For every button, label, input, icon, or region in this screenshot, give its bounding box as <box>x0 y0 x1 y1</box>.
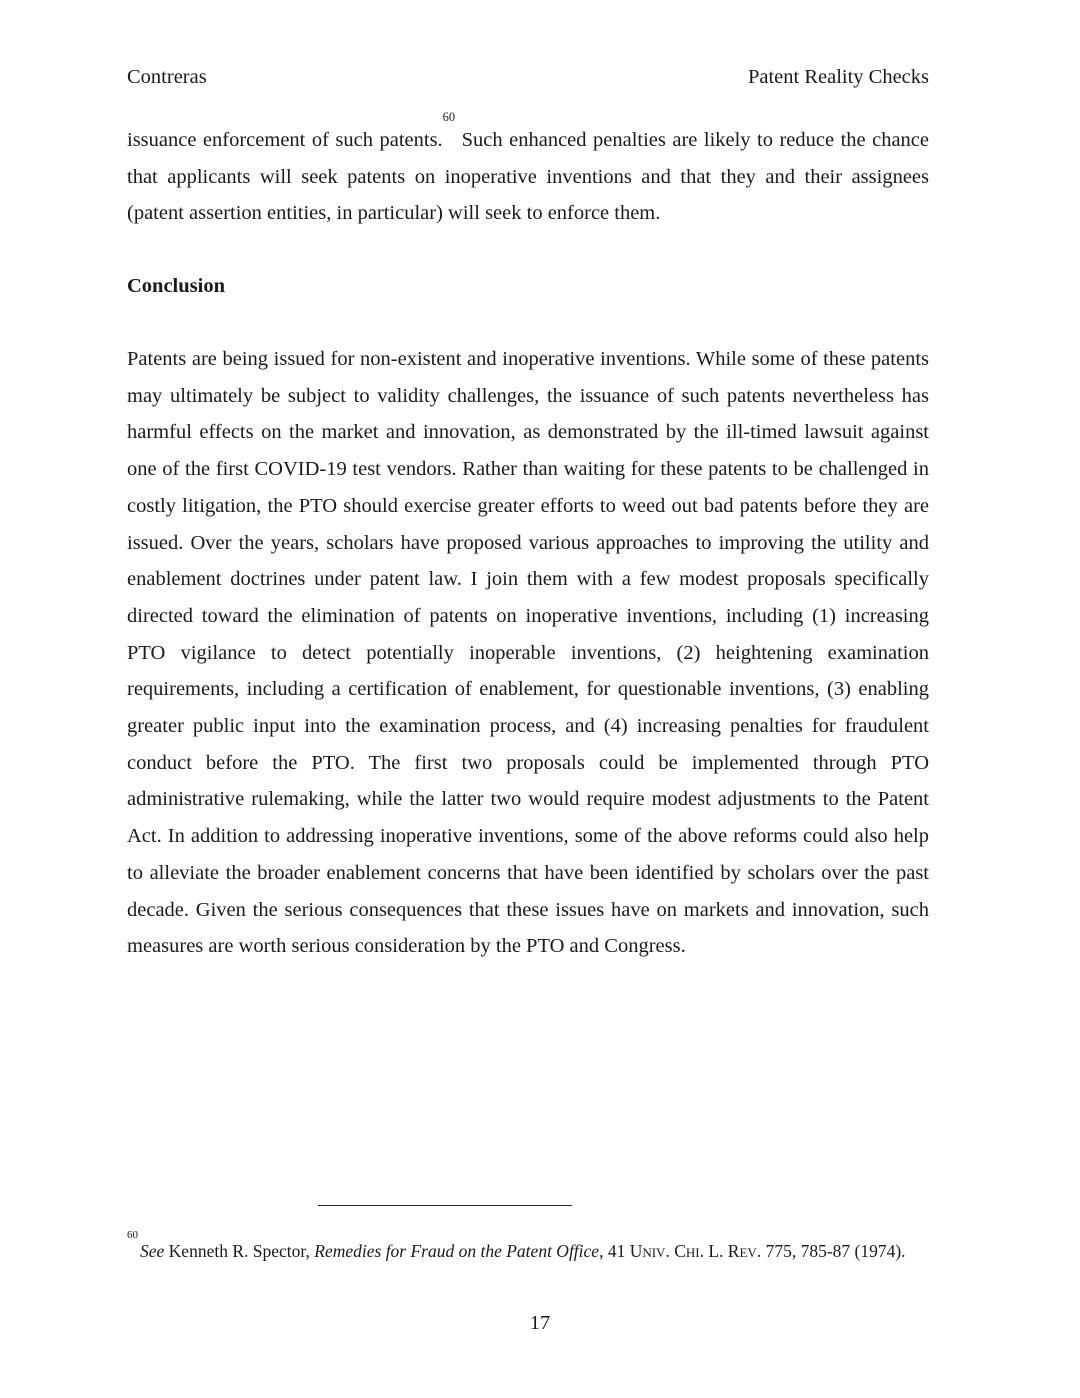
footnote-cite-rest: . 775, 785-87 (1974). <box>756 1241 906 1261</box>
footnote-number: 60 <box>127 1229 138 1241</box>
journal-u: U <box>629 1241 643 1261</box>
footnote-signal: See <box>140 1241 165 1261</box>
footnote-volume: , 41 <box>599 1241 630 1261</box>
paragraph-text-before-ref: issuance enforcement of such patents. <box>127 129 443 151</box>
running-header <box>127 64 929 90</box>
header-short-title: Patent Reality Checks <box>747 66 929 88</box>
journal-niv: NIV <box>642 1245 666 1260</box>
conclusion-paragraph: Patents are being issued for non-existent and inoperative inventions. While some of these patents may ultimately be subject to validity challenges, the issuance of such patents nevertheless has harmful effects on the market and innovation, as demonstrated by the ill-timed lawsuit against one of the first COVID-19 test vendors. Rather than waiting for these patents to be challenged in costly litigation, the PTO should exercise greater efforts to weed out bad patents before they are issued. Over the years, scholars have proposed various approaches to improving the utility and enablement doctrines under patent law. I join them with a few modest proposals specifically directed toward the elimination of patents on inoperative inventions, including (1) increasing PTO vigilance to detect potentially inoperable inventions, (2) heightening examination requirements, including a certification of enablement, for questionable inventions, (3) enabling greater public input into the examination process, and (4) increasing penalties for fraudulent conduct before the PTO. The first two proposals could be implemented through PTO administrative rulemaking, while the latter two would require modest adjustments to the Patent Act. In addition to addressing inoperative inventions, some of the above reforms could also help to alleviate the broader enablement concerns that have been identified by scholars over the past decade. Given the serious consequences that these issues have on markets and innovation, such measures are worth serious consideration by the PTO and Congress. <box>127 348 929 958</box>
paragraph-text-after-ref: Such enhanced penalties are likely to reduce the chance that applicants will seek patents on inoperative inventions and that they and their assignees (patent assertion entities, in particular) will seek to enforce them. <box>127 129 929 225</box>
footnote <box>127 1229 947 1266</box>
footnote-article-title: Remedies for Fraud on the Patent Office <box>314 1241 600 1261</box>
journal-hi: HI <box>685 1245 700 1260</box>
footnote-separator <box>318 1205 572 1206</box>
body-paragraph-continued <box>127 110 929 232</box>
journal-ev: EV <box>739 1245 757 1260</box>
journal-dot-1: . <box>665 1241 675 1261</box>
section-heading: Conclusion <box>127 275 225 297</box>
footnote-author: Kenneth R. Spector, <box>164 1241 315 1261</box>
page-number: 17 <box>529 1312 551 1334</box>
footnote-reference[interactable]: 60 <box>442 110 456 124</box>
header-author: Contreras <box>127 66 207 88</box>
journal-r: R <box>727 1241 740 1261</box>
journal-c: C <box>674 1241 686 1261</box>
journal-dot-2: . L. <box>699 1241 728 1261</box>
